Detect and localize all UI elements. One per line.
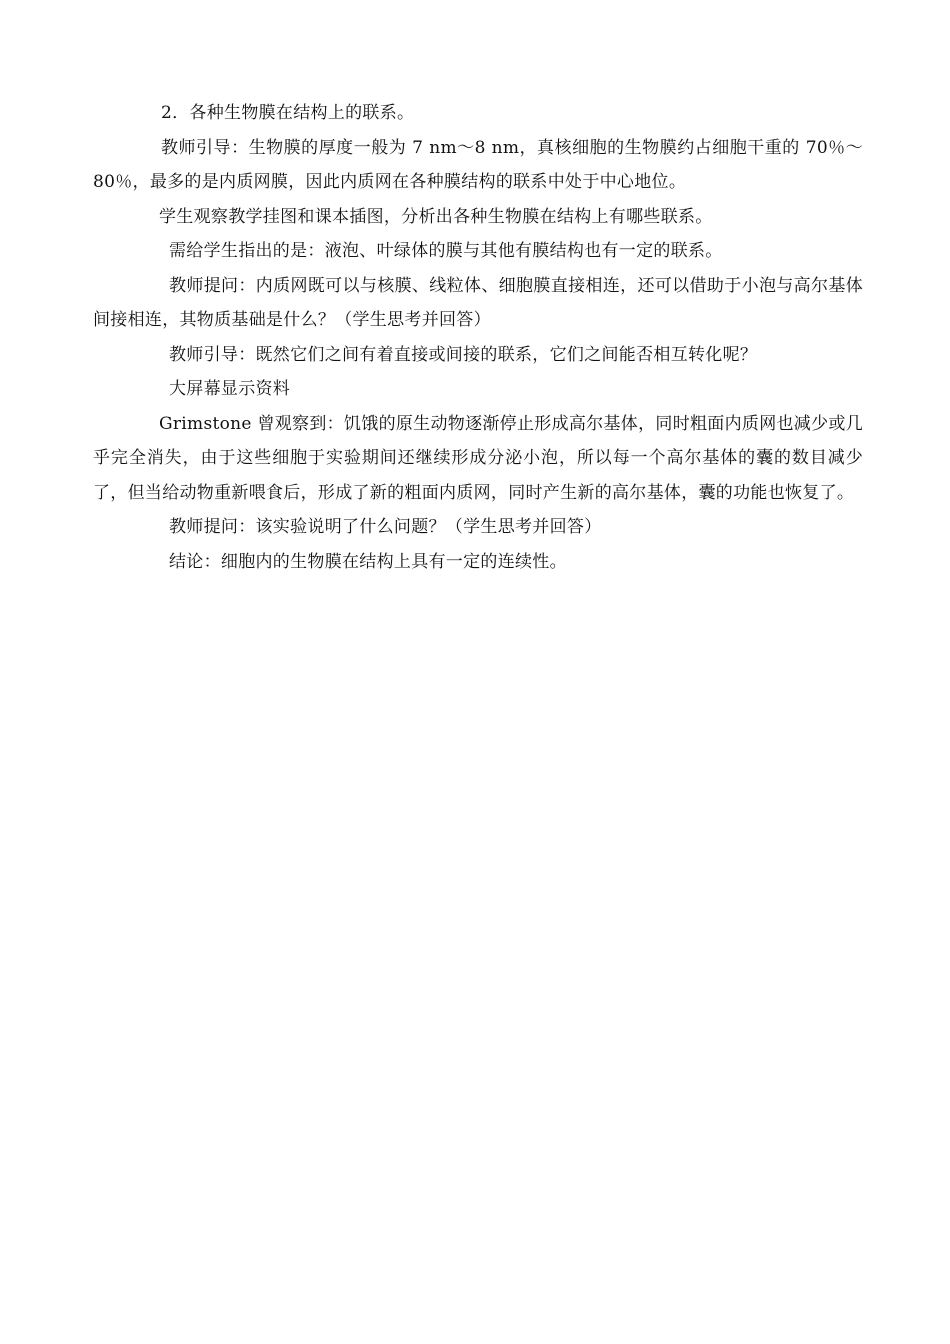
paragraph-note-to-students: 需给学生指出的是：液泡、叶绿体的膜与其他有膜结构也有一定的联系。: [169, 241, 723, 261]
paragraph-teacher-guide-thickness: 教师引导：生物膜的厚度一般为 7 nm～8 nm，真核细胞的生物膜约占细胞干重的 70％～80％，最多的是内质网膜，因此内质网在各种膜结构的联系中处于中心地位。: [93, 137, 863, 192]
paragraph-grimstone-observation: Grimstone 曾观察到：饥饿的原生动物逐渐停止形成高尔基体，同时粗面内质网也减少或几乎完全消失，由于这些细胞于实验期间还继续形成分泌小泡，所以每一个高尔基体的囊的数目减少了，但当给动物重新喂食后，形成了新的粗面内质网，同时产生新的高尔基体，囊的功能也恢复了。: [93, 413, 863, 503]
section-heading: 2．各种生物膜在结构上的联系。: [161, 103, 415, 123]
paragraph-student-observation: 学生观察教学挂图和课本插图，分析出各种生物膜在结构上有哪些联系。: [159, 206, 713, 227]
document-body: [93, 96, 863, 579]
paragraph-teacher-guide-conversion: 教师引导：既然它们之间有着直接或间接的联系，它们之间能否相互转化呢？: [169, 344, 758, 365]
paragraph-screen-material: 大屏幕显示资料: [169, 379, 291, 399]
paragraph-teacher-question-er: 教师提问：内质网既可以与核膜、线粒体、细胞膜直接相连，还可以借助于小泡与高尔基体间接相连，其物质基础是什么？（学生思考并回答）: [93, 275, 863, 330]
paragraph-conclusion: 结论：细胞内的生物膜在结构上具有一定的连续性。: [169, 551, 567, 572]
paragraph-teacher-question-experiment: 教师提问：该实验说明了什么问题？（学生思考并回答）: [169, 517, 602, 537]
